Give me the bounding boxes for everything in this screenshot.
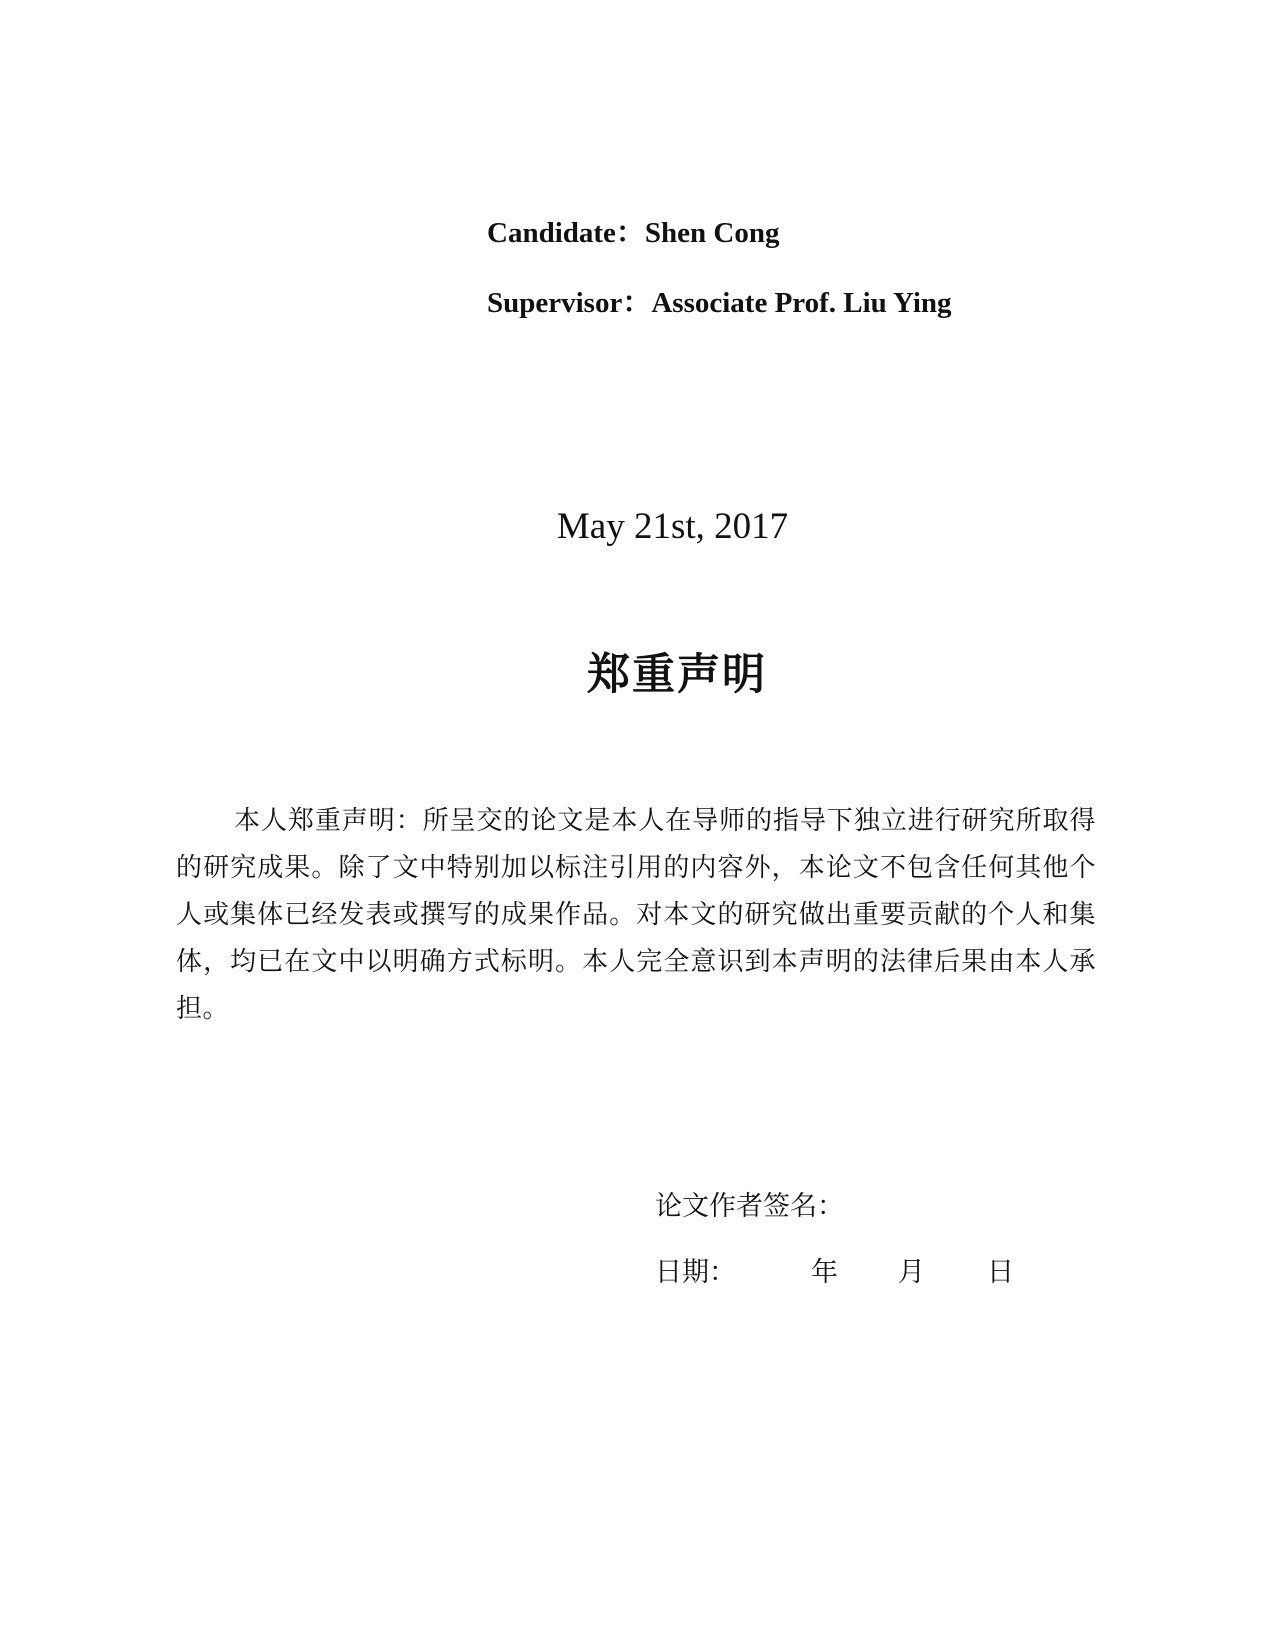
date-day-label: 日 [987, 1257, 1014, 1288]
date-month-label: 月 [898, 1257, 925, 1288]
declaration-title: 郑重声明 [587, 650, 767, 700]
supervisor-line [487, 289, 952, 318]
candidate-line [487, 219, 780, 248]
candidate-label: Candidate： [487, 217, 645, 249]
cover-date: May 21st, 2017 [556, 506, 789, 547]
declaration-body: 本人郑重声明：所呈交的论文是本人在导师的指导下独立进行研究所取得的研究成果。除了文中特别加以标注引用的内容外，本论文不包含任何其他个人或集体已经发表或撰写的成果作品。对本文的研究做出重要贡献的个人和集体，均已在文中以明确方式标明。本人完全意识到本声明的法律后果由本人承担。 [176, 806, 1096, 1024]
author-signature-label: 论文作者签名： [655, 1191, 844, 1222]
date-year-label: 年 [811, 1257, 838, 1288]
candidate-name: Shen Cong [644, 217, 780, 249]
supervisor-name: Associate Prof. Liu Ying [651, 287, 952, 319]
signature-date-label: 日期： [655, 1257, 736, 1288]
supervisor-label: Supervisor： [487, 287, 652, 319]
